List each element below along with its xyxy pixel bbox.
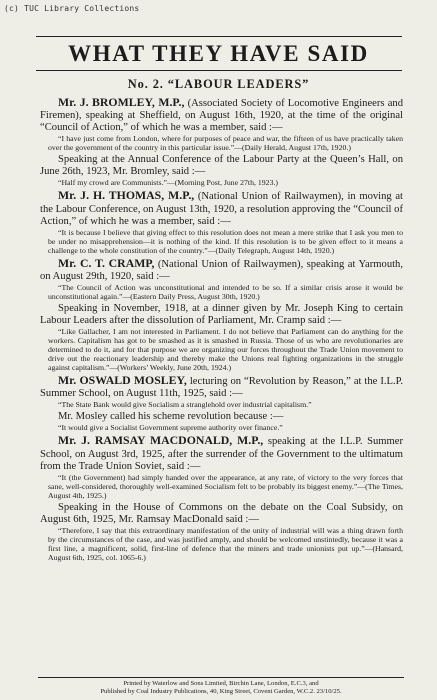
page-subtitle: No. 2. “LABOUR LEADERS”: [127, 77, 310, 91]
speaker-name: Mr. J. RAMSAY MACDONALD, M.P.,: [58, 433, 264, 448]
paragraph-text: (National Union of Railwaymen), in moving at the Labour Conference, on August 13th, 1920, a resolution approving the “Council of Action,” of which he was a member, said :—: [40, 191, 403, 227]
quotation: [48, 473, 403, 500]
paragraph: [40, 96, 403, 134]
paragraph-text: (National Union of Railwaymen), speaking at Yarmouth, on August 29th, 1920, said :—: [40, 258, 404, 282]
page-title: WHAT THEY HAVE SAID: [68, 41, 369, 66]
paragraph: [40, 303, 403, 327]
paragraph: [40, 434, 403, 472]
quotation: [48, 400, 403, 409]
speaker-name: Mr. OSWALD MOSLEY,: [58, 373, 187, 388]
quotation: [48, 526, 403, 562]
paragraph: [40, 502, 403, 526]
quotation: [48, 134, 403, 152]
quotation-text: “The State Bank would give Socialism a stranglehold over industrial capitalism.”: [58, 400, 312, 410]
imprint-line-1: Printed by Waterlow and Sons Limited, Birchin Lane, London, E.C.3, and: [123, 680, 319, 687]
paragraph-text: speaking at the I.L.P. Summer School, on August 3rd, 1925, after the surrender of the Government to the ultimatum from the Trade Union Soviet, said :—: [40, 436, 403, 472]
paragraph: [40, 154, 403, 178]
imprint-line-2: Published by Coal Industry Publications, 40, King Street, Covent Garden, W.C.2. 23/10/25.: [100, 688, 342, 695]
quotation-text: “It is because I believe that giving effect to this resolution does not mean a mere strike that I ask you men to be under no misapprehension—it is nothing of the kind. If this resolution is to be given effect to it means a challenge to the whole constitution of the country.”—(Daily Telegraph, August 14th, 1920.): [48, 227, 403, 255]
quotation-text: “It would give a Socialist Government supreme authority over finance.”: [58, 423, 283, 433]
speaker-name: Mr. J. BROMLEY, M.P.,: [58, 95, 185, 109]
quotation-text: “Half my crowd are Communists.”—(Morning Post, June 27th, 1923.): [58, 178, 279, 188]
quotation: [48, 283, 403, 301]
spacer: [40, 562, 403, 564]
paragraph: [40, 189, 403, 227]
paragraph: [40, 374, 403, 400]
quotation: [48, 423, 403, 432]
quotation: [48, 178, 403, 187]
printer-imprint: [38, 680, 404, 696]
quotation-text: “Therefore, I say that this extraordinary manifestation of the unity of industrial will was a thing drawn forth by the circumstances of the case, and was justified amply, and should be welcomed unstintedly, because it was a first line, a magnificent, solid, first-line of defence that the miners and trade unionists put up.”—(Hansard, August 6th, 1925, col. 1065-6.): [48, 525, 403, 562]
quotation-text: “It (the Government) had simply handed over the appearance, at any rate, of victory to the very forces that sane, well-considered, thoroughly well-examined Socialism felt to be probably its biggest enemy.”—(The Times, August 4th, 1925.): [48, 472, 403, 500]
copyright-notice: (c) TUC Library Collections: [4, 4, 140, 13]
quotation-text: “The Council of Action was unconstitutional and intended to be so. If a similar crisis arose it would be unconstitutional again.”—(Eastern Daily Press, August 30th, 1920.): [48, 282, 403, 301]
speaker-name: Mr. C. T. CRAMP,: [58, 255, 155, 270]
paragraph-text: Mr. Mosley called his scheme revolution because :—: [58, 411, 284, 423]
speaker-name: Mr. J. H. THOMAS, M.P.,: [58, 188, 195, 203]
footer-rule: [38, 677, 404, 678]
quotation-text: “Like Gallacher, I am not interested in Parliament. I do not believe that Parliament can do anything for the workers. Capitalism has got to be smashed as it is smashed in Russia. Those of us who are revolutionaries are determined to do it, and for that purpose we are organizing our forces throughout the Trade Union movement to drive out the reactionary leadership and thereby make the Unions real fighting organizations in the struggle against capitalism.”—(Workers’ Weekly, June 20th, 1924.): [48, 327, 403, 373]
paragraph-text: lecturing on “Revolution by Reason,” at the I.L.P. Summer School, on August 11th, 1925, said :—: [40, 376, 403, 400]
paragraph-text: Speaking at the Annual Conference of the Labour Party at the Queen’s Hall, on June 26th, 1923, Mr. Bromley, said :—: [40, 154, 403, 178]
quotation-text: “I have just come from London, where for purposes of peace and war, the fifteen of us have practically taken over the government of the country in this particular issue.”—(Daily Herald, August 17th, 1920.): [48, 134, 403, 153]
quotation: [48, 228, 403, 255]
title-top-rule: [36, 36, 402, 37]
paragraph: [40, 257, 403, 283]
title-bottom-rule: [36, 70, 402, 71]
quotation: [48, 327, 403, 372]
document-body: [40, 96, 403, 564]
paragraph-text: Speaking in November, 1918, at a dinner given by Mr. Joseph King to certain Labour Leaders after the dissolution of Parliament, Mr. Cramp said :—: [40, 302, 403, 327]
paragraph: [40, 411, 403, 423]
paragraph-text: Speaking in the House of Commons on the debate on the Coal Subsidy, on August 6th, 1925, Mr. Ramsay MacDonald said :—: [40, 501, 403, 525]
paragraph-text: (Associated Society of Locomotive Engineers and Firemen), speaking at Sheffield, on August 16th, 1920, at the time of the original “Council of Action,” of which he was a member, said :—: [40, 98, 403, 134]
